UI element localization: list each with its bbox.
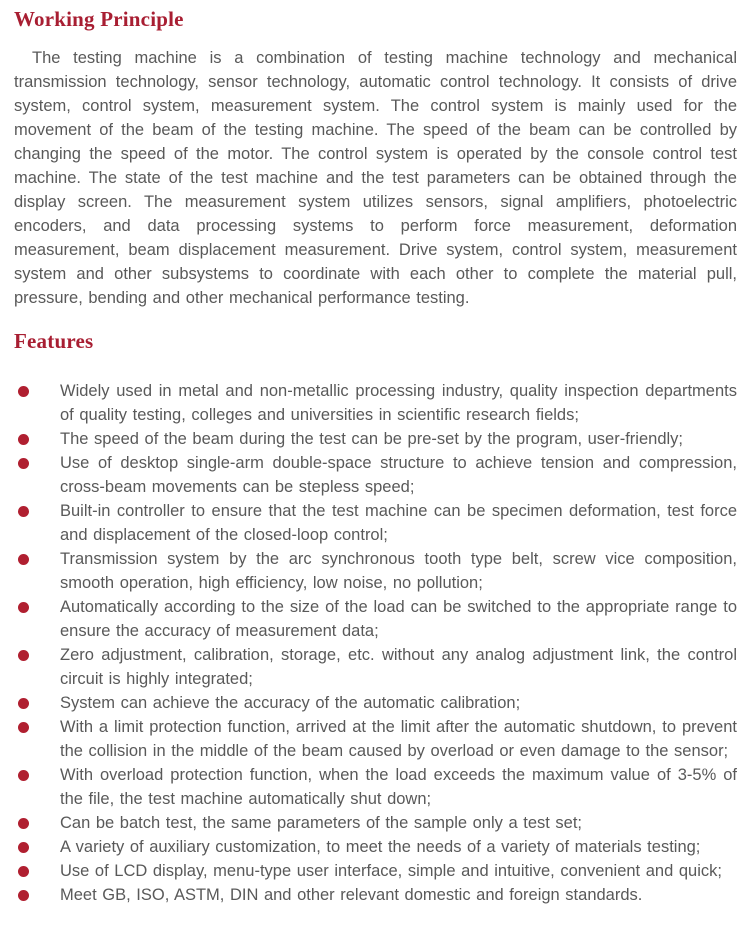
- list-item-text: System can achieve the accuracy of the automatic calibration;: [60, 694, 521, 712]
- list-item-text: Built-in controller to ensure that the test machine can be specimen deformation, test force and displacement of the closed-loop control;: [60, 502, 737, 544]
- list-item: [14, 427, 737, 451]
- features-list: [14, 379, 737, 907]
- list-item-text: Widely used in metal and non-metallic processing industry, quality inspection departments of quality testing, colleges and universities in scientific research fields;: [60, 382, 737, 424]
- list-item: [14, 883, 737, 907]
- bullet-icon: [18, 770, 29, 781]
- bullet-icon: [18, 506, 29, 517]
- list-item-text: With overload protection function, when the load exceeds the maximum value of 3-5% of the file, the test machine automatically shut down;: [60, 766, 737, 808]
- list-item: [14, 691, 737, 715]
- list-item: [14, 763, 737, 811]
- list-item: [14, 379, 737, 427]
- bullet-icon: [18, 866, 29, 877]
- list-item-text: A variety of auxiliary customization, to meet the needs of a variety of materials testing;: [60, 838, 701, 856]
- list-item: [14, 451, 737, 499]
- working-principle-heading: Working Principle: [14, 7, 184, 31]
- working-principle-paragraph: The testing machine is a combination of testing machine technology and mechanical transmission technology, sensor technology, automatic control technology. It consists of drive system, control system, measurement system. The control system is mainly used for the movement of the beam of the testing machine. The speed of the beam can be controlled by changing the speed of the motor. The control system is operated by the console control test machine. The state of the test machine and the test parameters can be obtained through the display screen. The measurement system utilizes sensors, signal amplifiers, photoelectric encoders, and data processing systems to perform force measurement, deformation measurement, beam displacement measurement. Drive system, control system, measurement system and other subsystems to coordinate with each other to complete the material pull, pressure, bending and other mechanical performance testing.: [14, 49, 737, 307]
- bullet-icon: [18, 554, 29, 565]
- list-item: [14, 595, 737, 643]
- bullet-icon: [18, 602, 29, 613]
- bullet-icon: [18, 386, 29, 397]
- bullet-icon: [18, 842, 29, 853]
- list-item: [14, 499, 737, 547]
- list-item-text: The speed of the beam during the test can be pre-set by the program, user-friendly;: [60, 430, 684, 448]
- bullet-icon: [18, 698, 29, 709]
- list-item-text: Can be batch test, the same parameters of the sample only a test set;: [60, 814, 583, 832]
- list-item: [14, 643, 737, 691]
- features-heading: Features: [14, 329, 94, 353]
- list-item-text: Use of LCD display, menu-type user interface, simple and intuitive, convenient and quick;: [60, 862, 722, 880]
- list-item-text: Automatically according to the size of the load can be switched to the appropriate range to ensure the accuracy of measurement data;: [60, 598, 737, 640]
- bullet-icon: [18, 722, 29, 733]
- list-item-text: Zero adjustment, calibration, storage, etc. without any analog adjustment link, the control circuit is highly integrated;: [60, 646, 737, 688]
- bullet-icon: [18, 890, 29, 901]
- bullet-icon: [18, 434, 29, 445]
- list-item-text: Transmission system by the arc synchronous tooth type belt, screw vice composition, smooth operation, high efficiency, low noise, no pollution;: [60, 550, 737, 592]
- list-item: [14, 811, 737, 835]
- list-item-text: Use of desktop single-arm double-space structure to achieve tension and compression, cross-beam movements can be stepless speed;: [60, 454, 737, 496]
- list-item-text: With a limit protection function, arrived at the limit after the automatic shutdown, to prevent the collision in the middle of the beam caused by overload or even damage to the sensor;: [60, 718, 737, 760]
- list-item: [14, 859, 737, 883]
- list-item: [14, 715, 737, 763]
- bullet-icon: [18, 818, 29, 829]
- list-item-text: Meet GB, ISO, ASTM, DIN and other relevant domestic and foreign standards.: [60, 886, 643, 904]
- list-item: [14, 547, 737, 595]
- bullet-icon: [18, 458, 29, 469]
- bullet-icon: [18, 650, 29, 661]
- list-item: [14, 835, 737, 859]
